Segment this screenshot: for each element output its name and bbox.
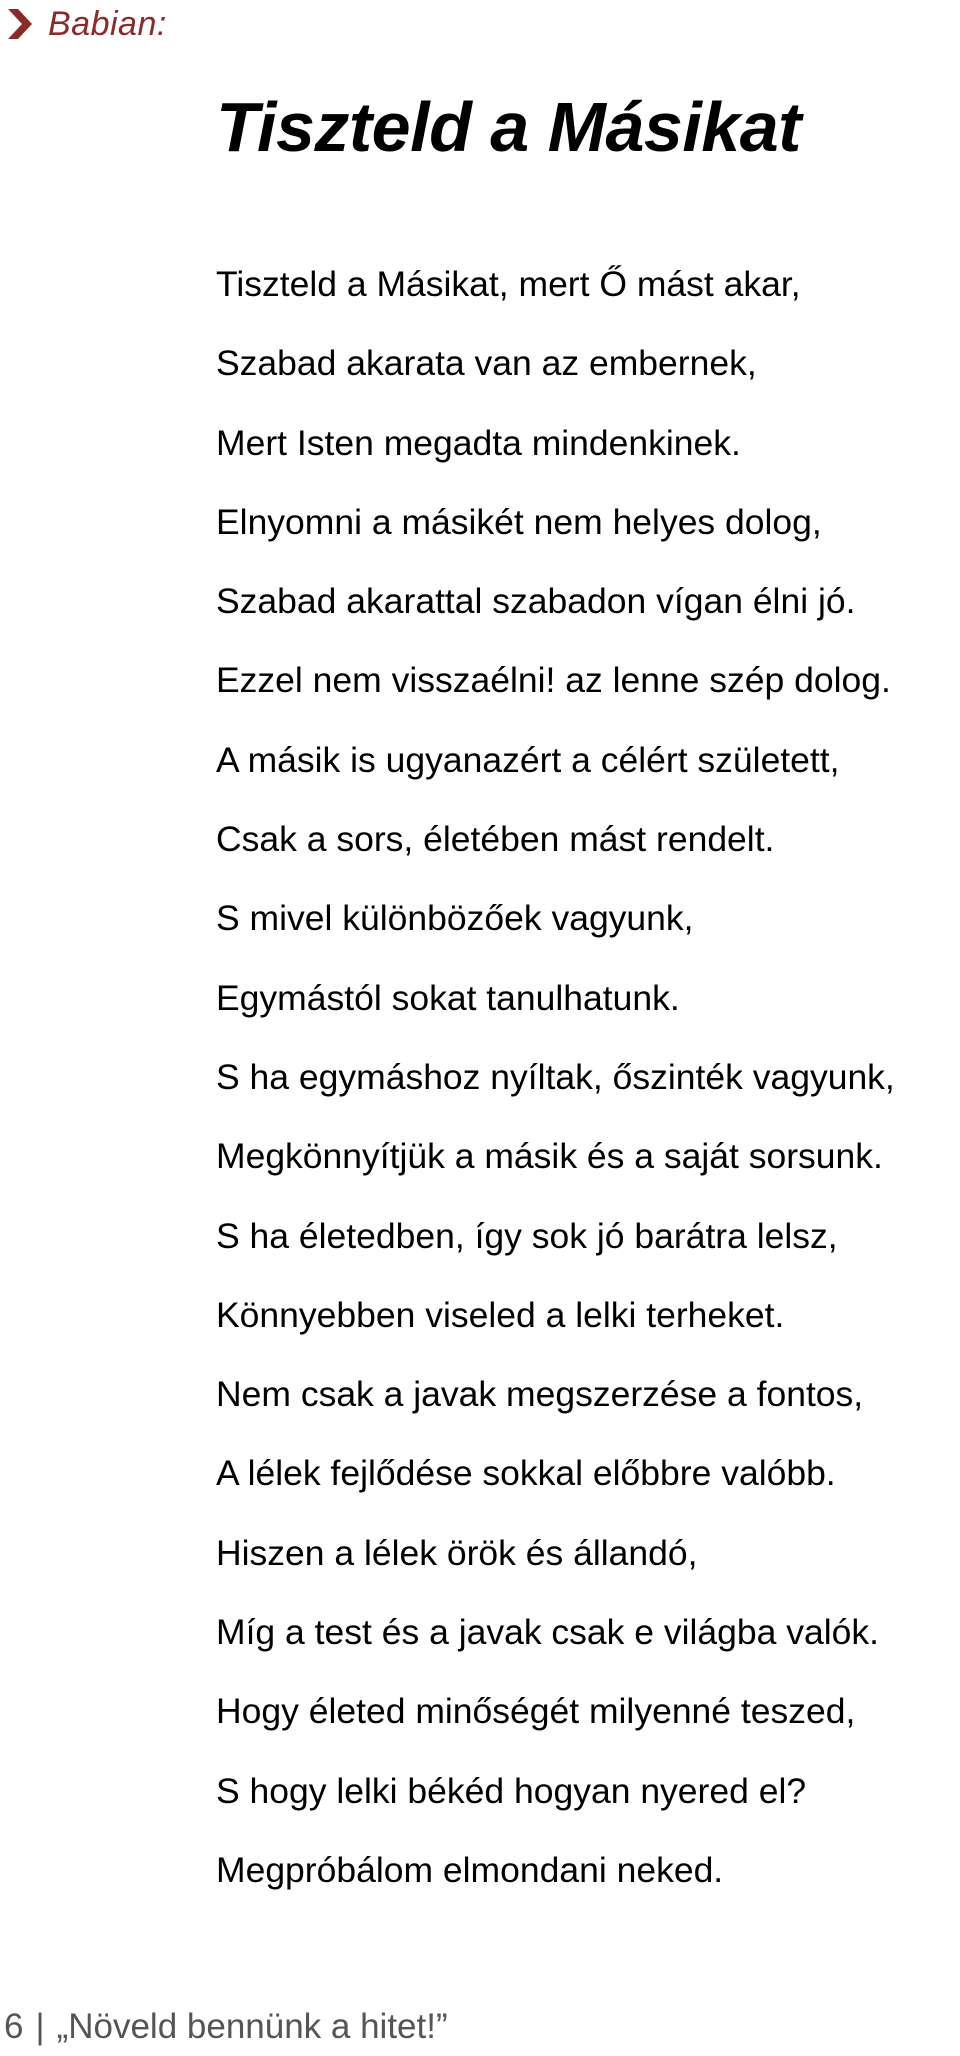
poem-line: Hiszen a lélek örök és állandó, [216,1532,698,1573]
poem-line: Megkönnyítjük a másik és a saját sorsunk. [216,1136,883,1177]
poem-line: Ezzel nem visszaélni! az lenne szép dolog. [216,660,891,701]
chevron-right-icon [6,9,34,39]
poem-line: Csak a sors, életében mást rendelt. [216,819,775,860]
poem-line: Könnyebben viseled a lelki terheket. [216,1294,785,1335]
page-footer [4,2003,448,2051]
page-number: 6 [4,2007,24,2046]
poem-line: Szabad akarata van az embernek, [216,343,757,384]
poem-line: Mert Isten megadta mindenkinek. [216,422,741,463]
poem-line: A másik is ugyanazért a célért született, [216,739,840,780]
poem-line: S ha egymáshoz nyíltak, őszinték vagyunk, [216,1056,895,1097]
book-title: „Növeld bennünk a hitet!” [56,2007,448,2046]
poem-line: Szabad akarattal szabadon vígan élni jó. [216,581,856,622]
poem-line: Míg a test és a javak csak e világba valók. [216,1612,879,1653]
poem-line: A lélek fejlődése sokkal előbbre valóbb. [216,1453,836,1494]
poem-line: Elnyomni a másikét nem helyes dolog, [216,501,822,542]
poem-line: S mivel különbözőek vagyunk, [216,898,694,939]
poem-line: S ha életedben, így sok jó barátra lelsz, [216,1215,838,1256]
poem-line: Egymástól sokat tanulhatunk. [216,977,680,1018]
section-header [6,2,167,46]
poem-line: Megpróbálom elmondani neked. [216,1849,724,1890]
poem-line: Tiszteld a Másikat, mert Ő mást akar, [216,264,801,304]
poem-line: Hogy életed minőségét milyenné teszed, [216,1691,856,1732]
poem-line: Nem csak a javak megszerzése a fontos, [216,1374,864,1415]
poem-title: Tiszteld a Másikat [216,88,801,166]
footer-separator: | [35,2007,45,2046]
poem-line: S hogy lelki békéd hogyan nyered el? [216,1770,807,1811]
author-label: Babian: [48,4,167,43]
poem-body [216,250,895,1915]
